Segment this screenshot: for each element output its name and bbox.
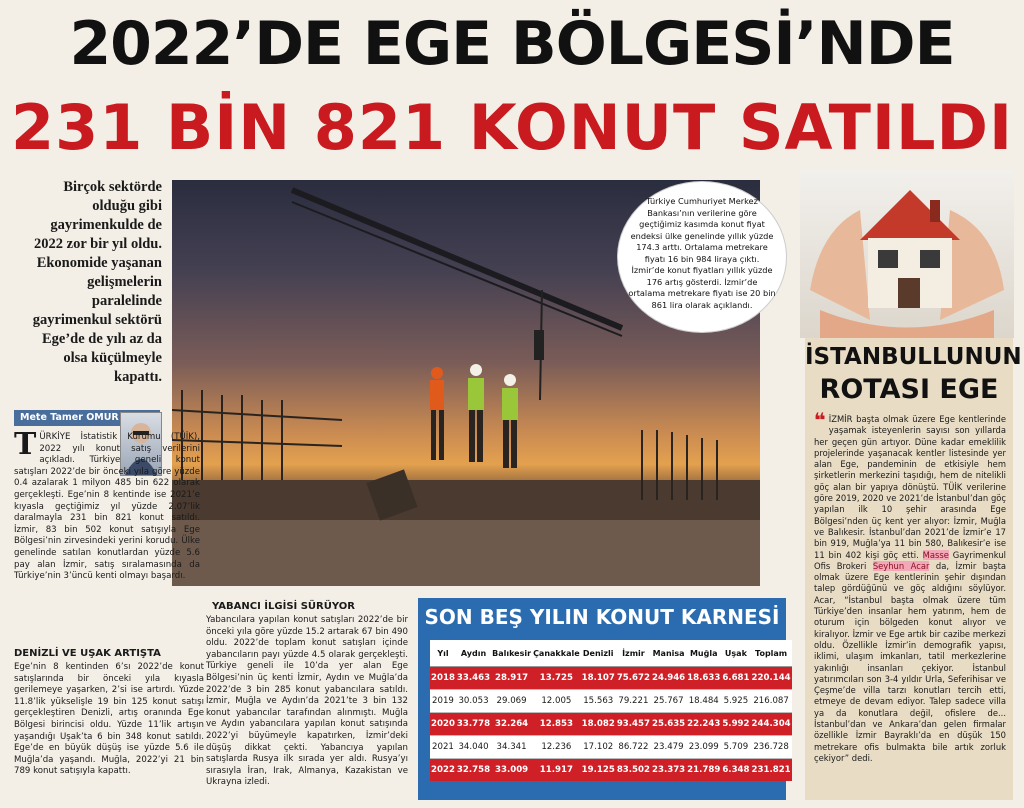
table-cell: 30.053: [456, 690, 491, 713]
table-cell: 19.125: [581, 759, 616, 782]
sidebar-text: [814, 408, 1006, 764]
table-cell: 18.484: [686, 690, 721, 713]
table-title: SON BEŞ YILIN KONUT KARNESİ: [424, 605, 780, 629]
table-cell: 28.917: [491, 667, 532, 690]
table-cell: 2022: [430, 759, 456, 782]
house-in-hands-photo: [800, 170, 1014, 338]
table-header: Çanakkale: [532, 640, 581, 667]
table-cell: 23.099: [686, 736, 721, 759]
table-header: Manisa: [651, 640, 686, 667]
table-cell: 32.758: [456, 759, 491, 782]
highlight-seyhun-acar: Seyhun Acar: [872, 560, 930, 571]
table-cell: 244.304: [751, 713, 792, 736]
col1-paragraph2: Ege’nin 8 kentinden 6’sı 2022’de konut satışlarında bir önceki yıla kıyasla gerilemeye yaşarken, 2’si ise artırdı. Yüzde 11.8’lik yükselişle 19 bin 125 konut satışı gerçekleştiren Denizli, artış oranında Ege Bölgesi birincisi oldu. Yüzde 11’lik artışın yaşandığı Uşak’ta 6 bin 348 konut satıldı. Ege’de en büyük düşüş ise yüzde 5.6 ile Muğla’da yaşandı. Muğla, 2022’yi 21 bin 789 konut satışıyla kapattı.: [14, 662, 204, 777]
table-cell: 23.373: [651, 759, 686, 782]
table-cell: 5.709: [721, 736, 750, 759]
table-cell: 17.102: [581, 736, 616, 759]
house-illustration: [800, 170, 1014, 338]
table-cell: 25.635: [651, 713, 686, 736]
highlight-masse: Masse: [922, 549, 949, 560]
headline-line2: 231 BİN 821 KONUT SATILDI: [10, 91, 1014, 164]
sidebar-paragraph1: İZMİR başta olmak üzere Ege kentlerinde yaşamak isteyenlerin sayısı son yıllarda her geçen gün artıyor. Düne kadar emeklilik projelerinde yaşanacak kentler listesinde yer alan Ege, pandeminin de etkisiyle hem şirketlerin merkezini taşıdığı, hem de nitelikli göç alan bir yapıya dönüştü. TÜİK verilerine göre 2019, 2020 ve 2021’de İstanbul’dan göç yapılan ilk 10 şehir arasında Ege Bölgesi’nden üç kent yer alıyor: İzmir, Muğla ve Balıkesir. İstanbul’dan 2021’de İzmir’e 17 bin 919, Muğla’ya 11 bin 580, Balıkesir’e ise 11 bin 402 kişi göç etti.: [814, 414, 1006, 560]
table-header: Muğla: [686, 640, 721, 667]
quote-mark-icon: ❝: [814, 408, 826, 432]
table-cell: 216.087: [751, 690, 792, 713]
table-cell: 12.005: [532, 690, 581, 713]
table-cell: 2020: [430, 713, 456, 736]
table-cell: 5.992: [721, 713, 750, 736]
sidebar-title-line1: İSTANBULLUNUN: [805, 344, 1022, 370]
table-row: [430, 690, 792, 713]
col2-subheading: YABANCI İLGİSİ SÜRÜYOR: [212, 601, 355, 612]
table-cell: 21.789: [686, 759, 721, 782]
sidebar-title-line2: ROTASI EGE: [819, 374, 999, 405]
table-cell: 34.040: [456, 736, 491, 759]
table-cell: 12.853: [532, 713, 581, 736]
table-cell: 75.672: [616, 667, 651, 690]
table-cell: 236.728: [751, 736, 792, 759]
table-header: Denizli: [581, 640, 616, 667]
sidebar-paragraph2a: Gayrimenkul Ofis Brokeri: [814, 549, 1006, 571]
table-cell: 29.069: [491, 690, 532, 713]
table-cell: 2018: [430, 667, 456, 690]
table-header: Balıkesir: [491, 640, 532, 667]
table-header: Yıl: [430, 640, 456, 667]
col1-subheading: DENİZLİ VE UŞAK ARTIŞTA: [14, 648, 161, 659]
table-cell: 6.681: [721, 667, 750, 690]
table-header-row: [430, 640, 792, 667]
table-cell: 2019: [430, 690, 456, 713]
table-cell: 11.917: [532, 759, 581, 782]
dropcap-letter: T: [14, 427, 37, 462]
table-header: Toplam: [751, 640, 792, 667]
headline-line1: 2022’DE EGE BÖLGESİ’NDE: [69, 9, 955, 79]
table-row: [430, 667, 792, 690]
table-cell: 12.236: [532, 736, 581, 759]
table-cell: 93.457: [616, 713, 651, 736]
col1-paragraph1: ÜRKİYE İstatistik Kurumu (TÜİK), 2022 yılı konut satış verilerini açıkladı. Türkiye geneli konut satışları 2022’de bir önceki yıla göre yüzde 0.4 azalarak 1 milyon 485 bin 622 olarak gerçekleşti. Ege’nin 8 kentinde ise 2021’e kıyasla geçtiğimiz yıl yüzde 2.07’lik daralmayla 231 bin 821 konut satıldı. İzmir, 83 bin 502 konut satışıyla Ege Bölgesi’nin zirvesindeki yerini korudu. Ülke genelinde satılan konutlardan yüzde 5.6 pay alan İzmir, satış sıralamasında da Türkiye’nin 3’üncü kenti olmayı başardı.: [14, 432, 200, 582]
table-cell: 33.778: [456, 713, 491, 736]
table-header: Aydın: [456, 640, 491, 667]
table-header: Uşak: [721, 640, 750, 667]
table-cell: 34.341: [491, 736, 532, 759]
table-row: [430, 713, 792, 736]
table-cell: 18.107: [581, 667, 616, 690]
table-cell: 18.633: [686, 667, 721, 690]
konut-table: [430, 640, 792, 781]
table-cell: 22.243: [686, 713, 721, 736]
table-cell: 15.563: [581, 690, 616, 713]
table-header: İzmir: [616, 640, 651, 667]
table-cell: 86.722: [616, 736, 651, 759]
lead-paragraph: Birçok sektörde olduğu gibi gayrimenkulde de 2022 zor bir yıl oldu. Ekonomide yaşanan gelişmelerin paralelinde gayrimenkul sektörü Ege’de de yılı az da olsa küçülmeyle kapattı.: [32, 179, 162, 385]
table-cell: 79.221: [616, 690, 651, 713]
sidebar-paragraph2b: da, İzmir başta olmak üzere Ege kentlerinin şehir dışından talep gördüğünü ve göç aldığını söylüyor. Acar, “İstanbul başta olmak üzere tüm Türkiye’den insanlar hem yatırım, hem de oturum için bölgeden konut alıyor ve kiralıyor. İzmir ve Ege artık bir cazibe merkezi oldu. Özellikle İzmir’in demografik yapısı, iklimi, ulaşım imkanları, tatil merkezlerine yakınlığı insanları çekiyor. İstanbul yatırımcıları son 3-4 yıldır Urla, Seferihisar ve Çeşme’de villa tarzı konutları tercih etti, etmeye de devam ediyor. Talep sadece villa ya da konutlara değil, ofislere de... İstanbul’dan ve Ankara’dan gelen firmalar özellikle İzmir Bayraklı’da en düşük 150 metrekare ofis bulmakta bile artık zorluk çekiyor” dedi.: [814, 560, 1006, 763]
table-row: [430, 736, 792, 759]
article-col1-p1: [14, 427, 200, 583]
table-row: [430, 759, 792, 782]
table-cell: 83.502: [616, 759, 651, 782]
table-cell: 5.925: [721, 690, 750, 713]
col2-paragraph: Yabancılara yapılan konut satışları 2022’de bir önceki yıla göre yüzde 15.2 artarak 67 bin 490 oldu. 2022’de toplam konut satışları içinde yabancıların payı yüzde 4.5 olarak gerçekleşti. Türkiye geneli ile 10’da yer alan Ege Bölgesi’nin üç kenti İzmir, Aydın ve Muğla’da 2022’de 3 bin 285 konut yabancılara satıldı. İzmir, Muğla ve Aydın’da 2021’te 3 bin 132 konut yabancılar tarafından alınmıştı. Muğla ve Aydın yabancılara yapılan konut satışında 2022’yi büyümeyle kapatırken, İzmir’deki düşüş dikkat çekti. Yabancıya yapılan satışlarda Rusya ilk sırada yer aldı. Rusya’yı sırasıyla İran, Irak, Almanya, Kazakistan ve Ukrayna izledi.: [206, 615, 408, 788]
table-cell: 32.264: [491, 713, 532, 736]
table-cell: 24.946: [651, 667, 686, 690]
table-cell: 13.725: [532, 667, 581, 690]
table-cell: 33.009: [491, 759, 532, 782]
table-cell: 2021: [430, 736, 456, 759]
tcmb-callout: Türkiye Cumhuriyet Merkez Bankası’nın verilerine göre geçtiğimiz kasımda konut fiyat endeksi ülke genelinde yıllık yüzde 174.3 arttı. Ortalama metrekare fiyatı 16 bin 984 liraya çıktı. İzmir’de konut fiyatları yıllık yüzde 176 artış gösterdi. İzmir’de ortalama metrekare fiyatı ise 20 bin 861 lira olarak açıklandı.: [618, 182, 786, 332]
table-cell: 18.082: [581, 713, 616, 736]
table-cell: 33.463: [456, 667, 491, 690]
table-cell: 220.144: [751, 667, 792, 690]
table-cell: 231.821: [751, 759, 792, 782]
table-cell: 6.348: [721, 759, 750, 782]
table-cell: 23.479: [651, 736, 686, 759]
table-cell: 25.767: [651, 690, 686, 713]
author-byline: Mete Tamer OMUR: [14, 410, 160, 426]
